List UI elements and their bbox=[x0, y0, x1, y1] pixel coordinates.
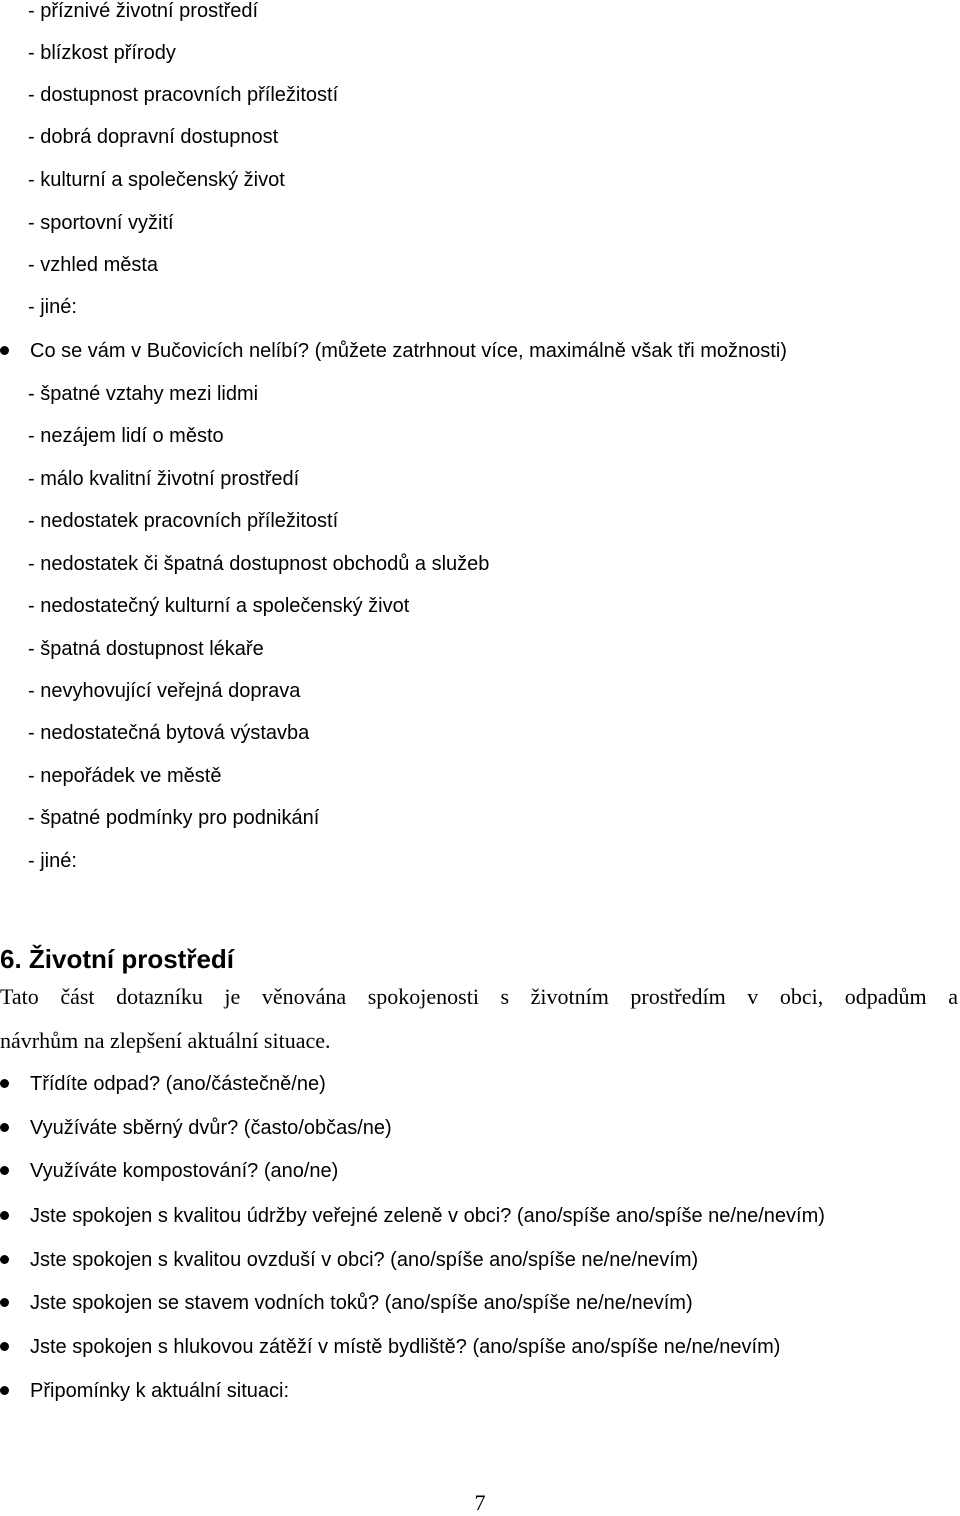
bullet-icon bbox=[0, 1255, 9, 1264]
list-item: - sportovní vyžití bbox=[28, 212, 174, 234]
question-item: Jste spokojen s hlukovou zátěží v místě bydliště? (ano/spíše ano/spíše ne/ne/nevím) bbox=[30, 1336, 781, 1358]
question-item: Jste spokojen s kvalitou ovzduší v obci? (ano/spíše ano/spíše ne/ne/nevím) bbox=[30, 1249, 699, 1271]
list-item: - nevyhovující veřejná doprava bbox=[28, 680, 301, 702]
question-item: Připomínky k aktuální situaci: bbox=[30, 1380, 289, 1402]
bullet-icon bbox=[0, 1386, 9, 1395]
list-item: - málo kvalitní životní prostředí bbox=[28, 468, 300, 490]
list-item: - dostupnost pracovních příležitostí bbox=[28, 84, 339, 106]
page-number: 7 bbox=[474, 1490, 486, 1515]
list-item: - nedostatek pracovních příležitostí bbox=[28, 510, 339, 532]
list-item: - kulturní a společenský život bbox=[28, 169, 285, 191]
question-item: Třídíte odpad? (ano/částečně/ne) bbox=[30, 1073, 326, 1095]
question-dislike: Co se vám v Bučovicích nelíbí? (můžete zatrhnout více, maximálně však tři možnosti) bbox=[30, 340, 787, 362]
list-item: - nedostatečný kulturní a společenský život bbox=[28, 595, 410, 617]
list-item: - špatné vztahy mezi lidmi bbox=[28, 383, 259, 405]
section-heading: 6. Životní prostředí bbox=[0, 944, 235, 974]
bullet-icon bbox=[0, 346, 9, 355]
list-item: - jiné: bbox=[28, 850, 77, 872]
list-item: - špatné podmínky pro podnikání bbox=[28, 807, 320, 829]
bullet-icon bbox=[0, 1123, 9, 1132]
list-item: - příznivé životní prostředí bbox=[28, 0, 259, 22]
bullet-icon bbox=[0, 1211, 9, 1220]
list-item: - nedostatečná bytová výstavba bbox=[28, 722, 310, 744]
question-item: Jste spokojen s kvalitou údržby veřejné zeleně v obci? (ano/spíše ano/spíše ne/ne/nevím) bbox=[30, 1205, 825, 1227]
bullet-icon bbox=[0, 1298, 9, 1307]
list-item: - špatná dostupnost lékaře bbox=[28, 638, 264, 660]
list-item: - jiné: bbox=[28, 296, 77, 318]
question-item: Jste spokojen se stavem vodních toků? (ano/spíše ano/spíše ne/ne/nevím) bbox=[30, 1292, 693, 1314]
list-item: - nepořádek ve městě bbox=[28, 765, 222, 787]
bullet-icon bbox=[0, 1342, 9, 1351]
section-intro-line: Tato část dotazníku je věnována spokojenosti s životním prostředím v obci, odpadům a bbox=[0, 984, 958, 1009]
bullet-icon bbox=[0, 1079, 9, 1088]
section-intro-line: návrhům na zlepšení aktuální situace. bbox=[0, 1028, 331, 1053]
list-item: - dobrá dopravní dostupnost bbox=[28, 126, 279, 148]
list-item: - blízkost přírody bbox=[28, 42, 176, 64]
list-item: - nedostatek či špatná dostupnost obchodů a služeb bbox=[28, 553, 490, 575]
list-item: - vzhled města bbox=[28, 254, 159, 276]
list-item: - nezájem lidí o město bbox=[28, 425, 224, 447]
question-item: Využíváte kompostování? (ano/ne) bbox=[30, 1160, 339, 1182]
bullet-icon bbox=[0, 1166, 9, 1175]
question-item: Využíváte sběrný dvůr? (často/občas/ne) bbox=[30, 1117, 392, 1139]
